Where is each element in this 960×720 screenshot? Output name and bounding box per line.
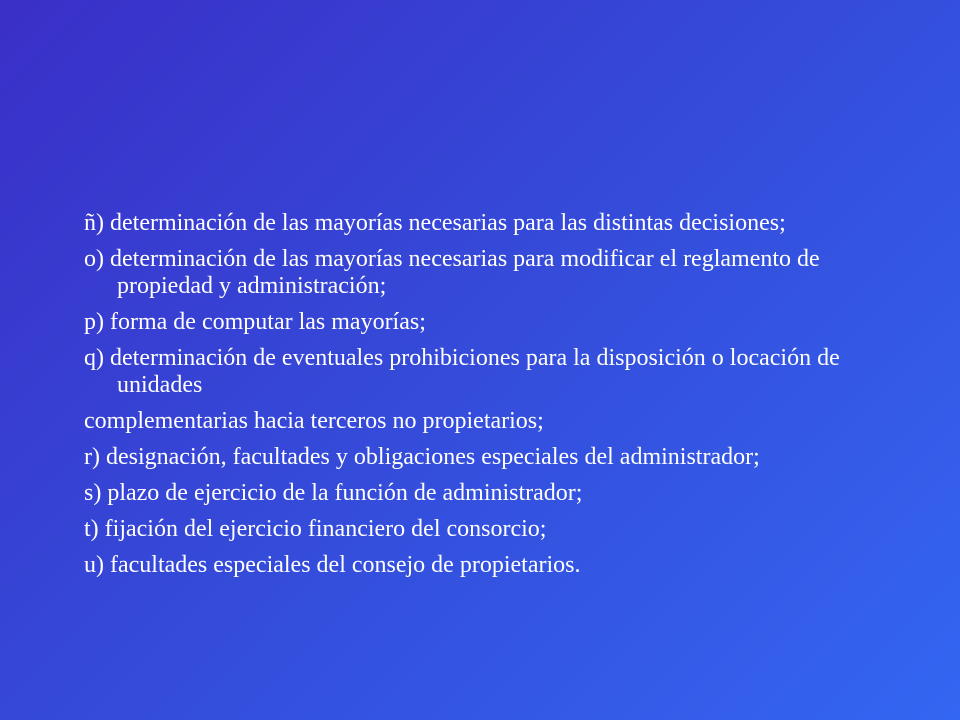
list-item-o: o) determinación de las mayorías necesarias para modificar el reglamento de propiedad y administración; xyxy=(84,246,820,299)
list-item-s: s) plazo de ejercicio de la función de administrador; xyxy=(84,480,583,506)
bullet-list xyxy=(84,210,904,588)
list-item-q: q) determinación de eventuales prohibiciones para la disposición o locación de unidades xyxy=(84,345,840,398)
list-item-p: p) forma de computar las mayorías; xyxy=(84,309,426,335)
list-item-u: u) facultades especiales del consejo de propietarios. xyxy=(84,552,581,578)
list-item-r: r) designación, facultades y obligaciones especiales del administrador; xyxy=(84,444,760,470)
list-item-enye: ñ) determinación de las mayorías necesarias para las distintas decisiones; xyxy=(84,210,786,236)
list-item-t: t) fijación del ejercicio financiero del consorcio; xyxy=(84,516,547,542)
list-item-q-continuation: complementarias hacia terceros no propietarios; xyxy=(84,408,544,434)
